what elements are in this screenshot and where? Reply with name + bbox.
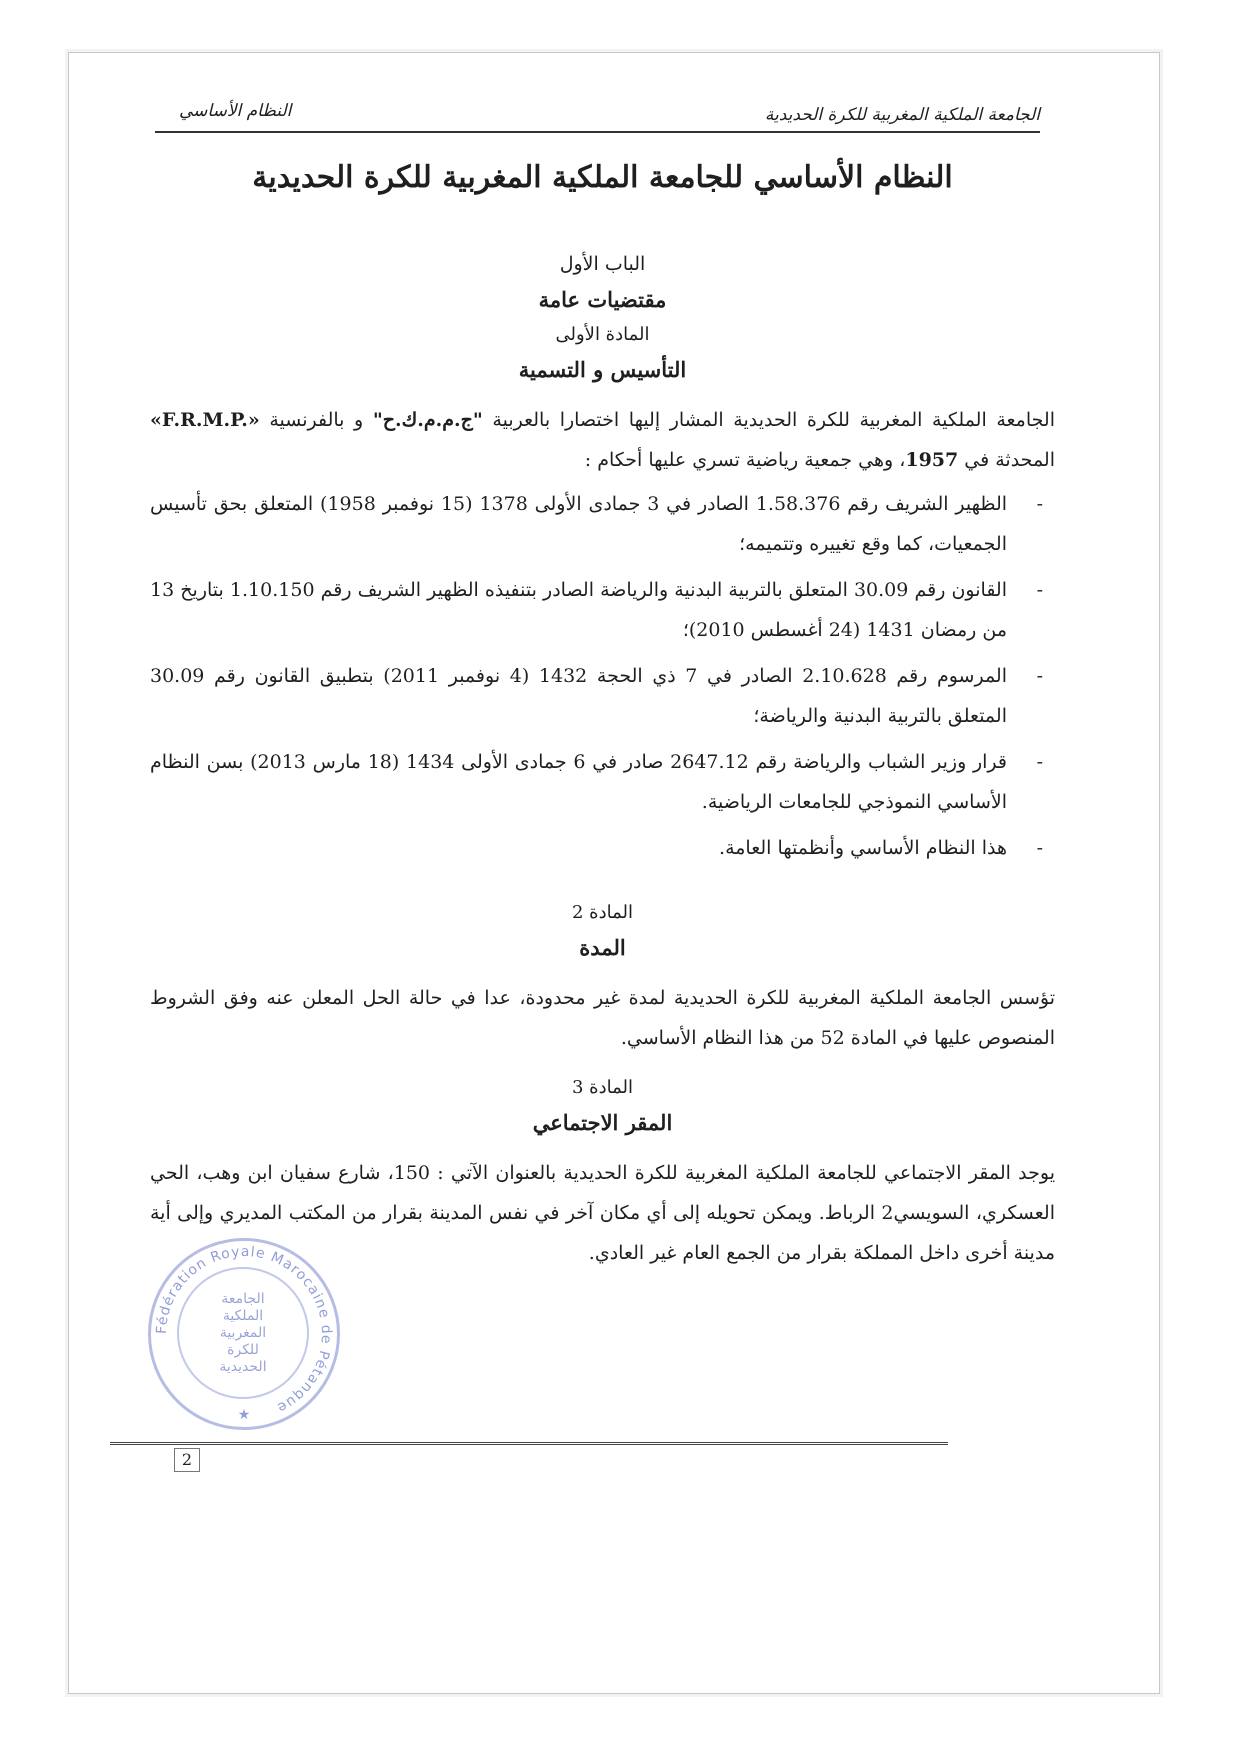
intro-text-d: ، وهي جمعية رياضية تسري عليها أحكام : bbox=[584, 449, 906, 471]
stamp-line: الحديدية bbox=[219, 1358, 267, 1375]
list-item bbox=[150, 656, 1055, 736]
chapter-title: مقتضيات عامة bbox=[538, 287, 667, 312]
list-item-text: المرسوم رقم 2.10.628 الصادر في 7 ذي الحجة 1432 (4 نوفمبر 2011) بتطبيق القانون رقم 30.09 المتعلق بالتربية البدنية والرياضة؛ bbox=[150, 665, 1008, 727]
article-2-label: المادة 2 bbox=[572, 902, 633, 923]
bullet-dash: - bbox=[1036, 579, 1043, 601]
intro-text-b: و بالفرنسية bbox=[259, 409, 373, 431]
list-item bbox=[150, 828, 1055, 868]
article-3-title: المقر الاجتماعي bbox=[532, 1110, 673, 1135]
chapter-label: الباب الأول bbox=[559, 253, 646, 275]
header-left-title: النظام الأساسي bbox=[179, 101, 292, 121]
stamp-line: المغربية bbox=[219, 1324, 267, 1341]
stamp-line: للكرة bbox=[227, 1341, 259, 1358]
list-item-text: هذا النظام الأساسي وأنظمتها العامة. bbox=[719, 837, 1007, 859]
intro-text-a: الجامعة الملكية المغربية للكرة الحديدية المشار إليها اختصارا بالعربية bbox=[482, 409, 1055, 431]
bullet-dash: - bbox=[1036, 493, 1043, 515]
document-body bbox=[150, 160, 1055, 1292]
legal-references-list bbox=[150, 484, 1055, 868]
list-item-text: قرار وزير الشباب والرياضة رقم 2647.12 صادر في 6 جمادى الأولى 1434 (18 مارس 2013) بسن النظام الأساسي النموذجي للجامعات الرياضية. bbox=[150, 751, 1007, 813]
bullet-dash: - bbox=[1036, 665, 1043, 687]
running-header bbox=[155, 95, 1040, 133]
article-1-title: التأسيس و التسمية bbox=[518, 357, 687, 382]
article-1-label: المادة الأولى bbox=[555, 324, 650, 345]
article-2-text: تؤسس الجامعة الملكية المغربية للكرة الحديدية لمدة غير محدودة، عدا في حالة الحل المعلن عنه وفق الشروط المنصوص عليها في المادة 52 من هذا النظام الأساسي. bbox=[150, 987, 1055, 1049]
article-3-label: المادة 3 bbox=[572, 1077, 633, 1098]
abbreviation-arabic: "ج.م.م.ك.ح" bbox=[372, 409, 483, 431]
article-3-text: يوجد المقر الاجتماعي للجامعة الملكية المغربية للكرة الحديدية بالعنوان الآتي : 150، شارع سفيان ابن وهب، الحي العسكري، السويسي2 الرباط. ويمكن تحويله إلى أي مكان آخر في نفس المدينة بقرار من المكتب المديري وإلى أية مدينة أخرى داخل المملكة بقرار من الجمع العام غير العادي. bbox=[150, 1162, 1055, 1264]
bullet-dash: - bbox=[1036, 837, 1043, 859]
stamp-center bbox=[177, 1267, 309, 1399]
article-1-intro bbox=[150, 400, 1055, 480]
list-item bbox=[150, 742, 1055, 822]
document-title: النظام الأساسي للجامعة الملكية المغربية للكرة الحديدية bbox=[252, 160, 953, 195]
stamp-star-icon: ★ bbox=[237, 1407, 251, 1423]
article-2-title: المدة bbox=[579, 935, 626, 960]
stamp-line: الجامعة bbox=[221, 1290, 265, 1307]
abbreviation-french: «F.R.M.P.» bbox=[150, 409, 260, 431]
bullet-dash: - bbox=[1036, 751, 1043, 773]
intro-text-c: المحدثة في bbox=[958, 449, 1055, 471]
federation-stamp bbox=[148, 1238, 340, 1430]
list-item bbox=[150, 570, 1055, 650]
list-item bbox=[150, 484, 1055, 564]
stamp-line: الملكية bbox=[222, 1307, 264, 1324]
stamp-ring-text: Fédération Royale Marocaine de Pétanque bbox=[153, 1243, 335, 1417]
founding-year: 1957 bbox=[905, 449, 959, 471]
page-number: 2 bbox=[174, 1448, 200, 1472]
header-right-organization: الجامعة الملكية المغربية للكرة الحديدية bbox=[764, 105, 1040, 125]
list-item-text: الظهير الشريف رقم 1.58.376 الصادر في 3 جمادى الأولى 1378 (15 نوفمبر 1958) المتعلق بحق تأسيس الجمعيات، كما وقع تغييره وتتميمه؛ bbox=[150, 493, 1008, 555]
footer-rule bbox=[110, 1442, 948, 1445]
list-item-text: القانون رقم 30.09 المتعلق بالتربية البدنية والرياضة الصادر بتنفيذه الظهير الشريف رقم 1.10.150 بتاريخ 13 من رمضان 1431 (24 أغسطس 2010)؛ bbox=[150, 579, 1007, 641]
